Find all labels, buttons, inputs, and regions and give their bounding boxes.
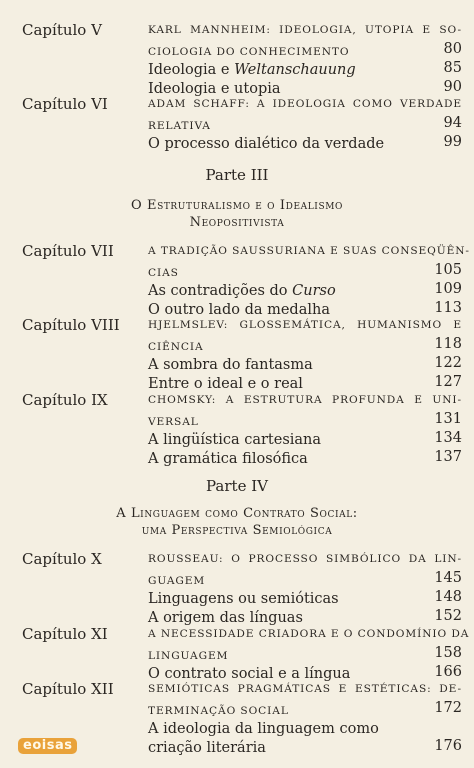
page-number: 152: [434, 608, 462, 624]
chapter-heading: CIOLOGIA DO CONHECIMENTO: [148, 46, 350, 58]
chapter-body: [148, 21, 462, 97]
part-subtitle: A Linguagem como Contrato Social:: [116, 506, 358, 521]
section-title: Ideologia e Weltanschauung: [148, 62, 356, 78]
section-title: O contrato social e a língua: [148, 666, 351, 682]
chapter-label: Capítulo VII: [22, 242, 114, 260]
page-number: 99: [443, 134, 462, 150]
chapter-label: Capítulo XII: [22, 680, 114, 698]
chapter-heading: CIÊNCIA: [148, 341, 204, 353]
chapter-label: Capítulo IX: [22, 391, 108, 409]
chapter-heading: TERMINAÇÃO SOCIAL: [148, 705, 289, 717]
chapter-body: [148, 680, 462, 756]
page-number: 127: [434, 374, 462, 390]
chapter-label: Capítulo XI: [22, 625, 108, 643]
chapter-heading: RELATIVA: [148, 120, 211, 132]
section-title: Linguagens ou semióticas: [148, 591, 339, 607]
chapter-heading: A TRADIÇÃO SAUSSURIANA E SUAS CONSEQÜÊN-: [148, 245, 470, 257]
page-number: 122: [434, 355, 462, 371]
watermark-logo: eoisas: [18, 738, 77, 754]
chapter-heading: VERSAL: [148, 416, 199, 428]
page-number: 158: [434, 645, 462, 661]
chapter-label: Capítulo V: [22, 21, 102, 39]
section-title: A gramática filosófica: [148, 451, 308, 467]
chapter-body: [148, 625, 470, 682]
chapter-heading: GUAGEM: [148, 575, 206, 587]
part-title: Parte III: [205, 166, 269, 184]
part-title: Parte IV: [206, 477, 268, 495]
page-number: 172: [434, 700, 462, 716]
chapter-heading: A NECESSIDADE CRIADORA E O CONDOMÍNIO DA: [148, 628, 470, 640]
page-number: 118: [434, 336, 462, 352]
page-number: 131: [434, 411, 462, 427]
section-title: A lingüística cartesiana: [148, 432, 322, 448]
chapter-heading: KARL MANNHEIM: IDEOLOGIA, UTOPIA E SO-: [148, 24, 462, 36]
section-title: O processo dialético da verdade: [148, 136, 385, 152]
chapter-heading: SEMIÓTICAS PRAGMÁTICAS E ESTÉTICAS: DE-: [148, 683, 462, 695]
chapter-body: [148, 391, 462, 467]
chapter-body: [148, 316, 462, 392]
page-number: 166: [434, 664, 462, 680]
chapter-body: [148, 242, 470, 318]
page-number: 85: [443, 60, 462, 76]
part-subtitle: O Estruturalismo e o Idealismo: [130, 198, 344, 213]
page-number: 94: [443, 115, 462, 131]
section-title: criação literária: [148, 740, 266, 756]
section-title: A ideologia da linguagem como: [148, 721, 379, 737]
page-number: 145: [434, 570, 462, 586]
chapter-label: Capítulo VIII: [22, 316, 120, 334]
page-number: 176: [434, 738, 462, 754]
page-number: 113: [434, 300, 462, 316]
page-number: 105: [434, 262, 462, 278]
section-title: As contradições do Curso: [148, 283, 336, 299]
section-title: A origem das línguas: [148, 610, 303, 626]
part-subtitle: Neopositivista: [189, 215, 285, 230]
page-number: 134: [434, 430, 462, 446]
chapter-heading: ADAM SCHAFF: A IDEOLOGIA COMO VERDADE: [148, 98, 462, 110]
page-number: 148: [434, 589, 462, 605]
page-number: 80: [443, 41, 462, 57]
section-title: Ideologia e utopia: [148, 81, 281, 97]
chapter-body: [148, 95, 462, 152]
part-subtitle: uma Perspectiva Semiológica: [141, 523, 333, 538]
section-title: O outro lado da medalha: [148, 302, 330, 318]
section-title: A sombra do fantasma: [148, 357, 313, 373]
chapter-label: Capítulo VI: [22, 95, 108, 113]
chapter-heading: LINGUAGEM: [148, 650, 229, 662]
page-number: 137: [434, 449, 462, 465]
chapter-heading: CIAS: [148, 267, 179, 279]
section-title: Entre o ideal e o real: [148, 376, 303, 392]
chapter-heading: ROUSSEAU: O PROCESSO SIMBÓLICO DA LIN-: [148, 553, 462, 565]
chapter-heading: HJELMSLEV: GLOSSEMÁTICA, HUMANISMO E: [148, 319, 462, 331]
chapter-label: Capítulo X: [22, 550, 102, 568]
page-number: 109: [434, 281, 462, 297]
chapter-heading: CHOMSKY: A ESTRUTURA PROFUNDA E UNI-: [148, 394, 462, 406]
chapter-body: [148, 550, 462, 626]
page-number: 90: [443, 79, 462, 95]
